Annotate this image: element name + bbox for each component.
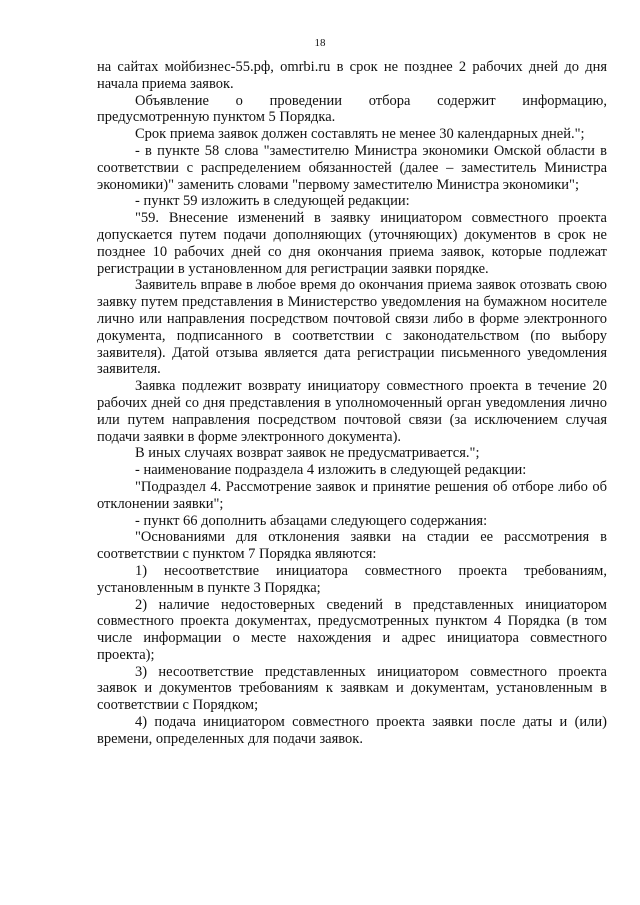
paragraph-subsection-4-title: "Подраздел 4. Рассмотрение заявок и принятие решения об отборе либо об отклонении заявки"; xyxy=(97,478,607,512)
paragraph-item-66-intro: - пункт 66 дополнить абзацами следующего содержания: xyxy=(135,512,488,529)
paragraph-ground-4: 4) подача инициатором совместного проекта заявки после даты и (или) времени, определенных для подачи заявок. xyxy=(97,714,607,747)
paragraph-acceptance-period: Срок приема заявок должен составлять не менее 30 календарных дней."; xyxy=(135,126,585,143)
document-body xyxy=(97,59,607,748)
paragraph-subsection-4-intro: - наименование подраздела 4 изложить в следующей редакции: xyxy=(135,462,527,479)
paragraph-return: Заявка подлежит возврату инициатору совместного проекта в течение 20 рабочих дней со дня представления в уполномоченный орган уведомления лично или путем направления посредством почтовой связи (за исключением случая подачи заявки в форме электронного документа). xyxy=(97,378,607,445)
paragraph-announcement-sites: на сайтах мойбизнес-55.рф, omrbi.ru в срок не позднее 2 рабочих дней до дня начала приема заявок. xyxy=(97,59,607,92)
paragraph-item-59-changes: "59. Внесение изменений в заявку инициатором совместного проекта допускается путем подачи дополняющих (уточняющих) документов в срок не позднее 10 рабочих дней со дня окончания приема заявок, которые подлежат регистрации в установленном для регистрации заявки порядке. xyxy=(97,210,607,277)
paragraph-ground-1: 1) несоответствие инициатора совместного проекта требованиям, установленным в пункте 3 Порядка; xyxy=(97,562,607,596)
paragraph-ground-2: 2) наличие недостоверных сведений в представленных инициатором совместного проекта документах, предусмотренных пунктом 4 Порядка (в том числе информации о месте нахождения и адрес инициатора совместного проекта); xyxy=(97,596,607,663)
paragraph-item-59-intro: - пункт 59 изложить в следующей редакции: xyxy=(135,193,410,210)
paragraph-item-58-amendment: - в пункте 58 слова "заместителю Министра экономики Омской области в соответствии с распределением обязанностей (далее – заместитель Министра экономики)" заменить словами "первому заместителю Министра экономики"; xyxy=(97,142,607,193)
paragraph-ground-3: 3) несоответствие представленных инициатором совместного проекта заявок и документов требованиям к заявкам и документам, установленным в соответствии с Порядком; xyxy=(97,663,607,714)
paragraph-announcement-content: Объявление о проведении отбора содержит информацию, предусмотренную пунктом 5 Порядка. xyxy=(97,92,607,126)
paragraph-withdrawal: Заявитель вправе в любое время до окончания приема заявок отозвать свою заявку путем представления в Министерство уведомления на бумажном носителе лично или направления посредством почтовой связи либо в форме электронного документа, подписанного в соответствии с законодательством (по выбору заявителя). Датой отзыва является дата регистрации письменного уведомления заявителя. xyxy=(97,277,607,378)
paragraph-rejection-grounds: "Основаниями для отклонения заявки на стадии ее рассмотрения в соответствии с пунктом 7 Порядка являются: xyxy=(97,529,607,563)
page-number: 18 xyxy=(314,37,326,49)
paragraph-no-return: В иных случаях возврат заявок не предусматривается."; xyxy=(135,445,480,462)
